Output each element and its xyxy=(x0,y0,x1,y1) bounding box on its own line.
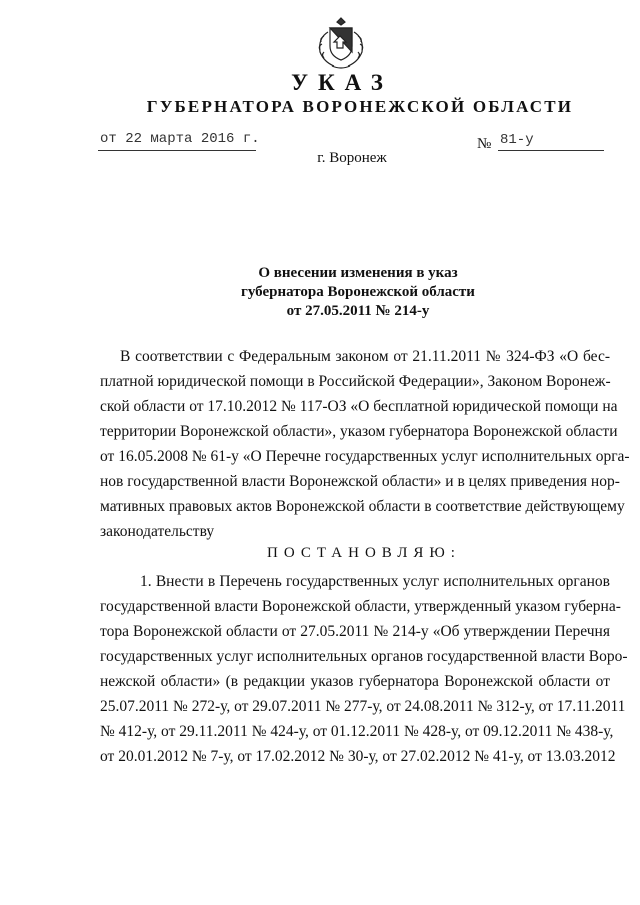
text-line: от 20.01.2012 № 7-у, от 17.02.2012 № 30-у, от 27.02.2012 № 41-у, от 13.03.2012 xyxy=(100,748,616,765)
document-number: 81-у xyxy=(500,132,534,148)
document-subtitle: ГУБЕРНАТОРА ВОРОНЕЖСКОЙ ОБЛАСТИ xyxy=(146,97,574,116)
text-line: законодательству xyxy=(100,523,215,540)
subject-line: губернатора Воронежской области xyxy=(241,284,475,300)
text-line: от 16.05.2008 № 61-у «О Перечне государственных услуг исполнительных орга- xyxy=(100,448,630,465)
text-line: 1. Внести в Перечень государственных услуг исполнительных органов xyxy=(140,573,610,590)
text-line: мативных правовых актов Воронежской области в соответствие действующему xyxy=(100,498,625,515)
text-line: 25.07.2011 № 272-у, от 29.07.2011 № 277-у, от 24.08.2011 № 312-у, от 17.11.2011 xyxy=(100,698,626,715)
text-line: нов государственной власти Воронежской области» и в целях приведения нор- xyxy=(100,473,620,490)
number-label: № xyxy=(477,136,492,152)
subject-heading xyxy=(0,264,640,321)
text-line: государственных услуг исполнительных органов государственной власти Воро- xyxy=(100,648,628,665)
subject-line: О внесении изменения в указ xyxy=(258,265,458,281)
text-line: В соответствии с Федеральным законом от 21.11.2011 № 324-ФЗ «О бес- xyxy=(120,348,610,365)
document-date: от 22 марта 2016 г. xyxy=(100,131,260,147)
decree-word: ПОСТАНОВЛЯЮ: xyxy=(267,545,461,561)
text-line: государственной власти Воронежской области, утвержденный указом губерна- xyxy=(100,598,621,615)
document-title: УКАЗ xyxy=(291,70,393,95)
text-line: № 412-у, от 29.11.2011 № 424-у, от 01.12.2011 № 428-у, от 09.12.2011 № 438-у, xyxy=(100,723,614,740)
text-line: нежской области» (в редакции указов губернатора Воронежской области от xyxy=(100,673,610,690)
text-line: ской области от 17.10.2012 № 117-ОЗ «О бесплатной юридической помощи на xyxy=(100,398,618,415)
text-line: территории Воронежской области», указом губернатора Воронежской области xyxy=(100,423,618,440)
text-line: тора Воронежской области от 27.05.2011 № 214-у «Об утверждении Перечня xyxy=(100,623,610,640)
city-label: г. Воронеж xyxy=(317,150,387,166)
subject-line: от 27.05.2011 № 214-у xyxy=(286,303,430,319)
text-line: платной юридической помощи в Российской Федерации», Законом Воронеж- xyxy=(100,373,611,390)
coat-of-arms-icon xyxy=(310,12,372,74)
